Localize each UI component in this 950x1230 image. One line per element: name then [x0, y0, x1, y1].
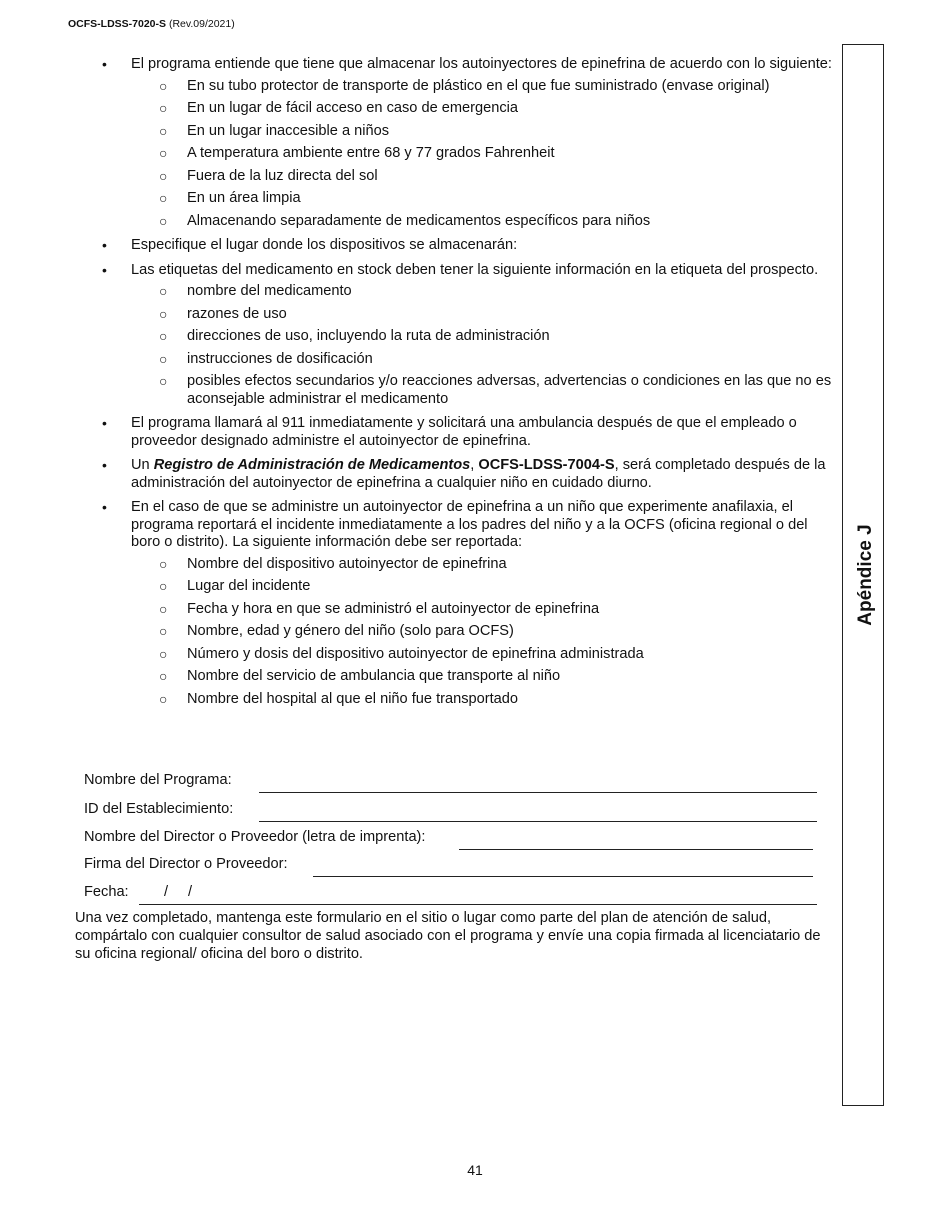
date-separator: /: [164, 884, 169, 900]
sub-item-text: En un área limpia: [187, 190, 301, 206]
main-content: [0, 56, 842, 715]
sub-item: [131, 601, 834, 619]
program-name-row: [84, 770, 824, 794]
director-signature-label: Firma del Director o Proveedor:: [84, 856, 288, 872]
bullet-list: [0, 56, 842, 708]
sub-item-text: Nombre del hospital al que el niño fue transportado: [187, 690, 519, 707]
sub-item-text: En un lugar inaccesible a niños: [187, 122, 390, 139]
sub-item: [131, 145, 834, 163]
instructions-paragraph: Una vez completado, mantenga este formulario en el sitio o lugar como parte del plan de atención de salud, compártalo con cualquier consultor de salud asociado con el programa y envíe una copia firmada al licenciatario de su oficina regional/ oficina del boro o distrito.: [75, 910, 821, 962]
circle-bullet-icon: ○: [159, 623, 168, 639]
bullet-suffix: , será completado después de la administración del autoinyector de epinefrina a cualquier niño en cuidado diurno.: [131, 457, 826, 491]
sub-list: [131, 556, 834, 709]
sub-item: [131, 168, 834, 186]
sub-item-text: Nombre del servicio de ambulancia que transporte al niño: [187, 668, 561, 684]
sub-item: [131, 123, 834, 141]
sub-item-text: Fuera de la luz directa del sol: [187, 167, 378, 184]
sub-item: [131, 351, 834, 369]
sub-item: [131, 556, 834, 574]
date-field[interactable]: [139, 904, 817, 905]
director-name-field[interactable]: [459, 849, 813, 850]
bullet-dot-icon: •: [102, 261, 107, 278]
bullet-dot-icon: •: [102, 415, 107, 431]
sub-item: [131, 373, 834, 408]
date-row: [84, 882, 824, 906]
date-separator: /: [188, 884, 193, 900]
sub-item-text: nombre del medicamento: [187, 283, 352, 299]
appendix-label: Apéndice J: [855, 524, 876, 626]
sub-item: [131, 100, 834, 118]
bullet-item-storage: [0, 56, 842, 230]
circle-bullet-icon: ○: [159, 77, 168, 94]
form-code: OCFS-LDSS-7020-S: [68, 18, 167, 30]
circle-bullet-icon: ○: [159, 122, 168, 139]
sub-item-text: razones de uso: [187, 305, 287, 322]
sub-item: [131, 283, 834, 301]
page-number: 41: [467, 1162, 483, 1178]
sub-list: [131, 283, 834, 408]
circle-bullet-icon: ○: [159, 167, 168, 184]
sub-item: [131, 78, 834, 96]
circle-bullet-icon: ○: [159, 328, 168, 344]
bullet-comma: ,: [470, 457, 479, 473]
circle-bullet-icon: ○: [159, 600, 168, 617]
bullet-prefix: Un: [131, 457, 154, 473]
sub-item-text: Nombre del dispositivo autoinyector de epinefrina: [187, 555, 507, 572]
program-name-field[interactable]: [259, 792, 817, 793]
bullet-dot-icon: •: [102, 457, 107, 473]
circle-bullet-icon: ○: [159, 212, 168, 229]
sub-list: [131, 78, 834, 231]
sub-item: [131, 623, 834, 641]
sub-item: [131, 328, 834, 346]
sub-item-text: Lugar del incidente: [187, 578, 311, 594]
sub-item: [131, 213, 834, 231]
sub-item: [131, 578, 834, 596]
circle-bullet-icon: ○: [159, 645, 168, 662]
registry-title: Registro de Administración de Medicamentos: [153, 457, 471, 473]
bullet-item-911: [0, 415, 842, 450]
bullet-dot-icon: •: [102, 237, 107, 253]
sub-item: [131, 306, 834, 324]
sub-item: [131, 190, 834, 208]
bullet-text: El programa entiende que tiene que almacenar los autoinyectores de epinefrina de acuerdo con lo siguiente:: [131, 56, 832, 72]
circle-bullet-icon: ○: [159, 668, 168, 684]
bullet-item-labels: [0, 262, 842, 409]
sub-item-text: Almacenando separadamente de medicamentos específicos para niños: [187, 212, 651, 229]
program-name-label: Nombre del Programa:: [84, 772, 232, 788]
facility-id-field[interactable]: [259, 821, 817, 822]
sub-item-text: Nombre, edad y género del niño (solo para OCFS): [187, 623, 514, 639]
sub-item-text: Número y dosis del dispositivo autoinyector de epinefrina administrada: [187, 645, 644, 662]
bullet-text: Especifique el lugar donde los dispositivos se almacenarán:: [131, 237, 518, 253]
sub-item-text: instrucciones de dosificación: [187, 350, 373, 367]
bullet-dot-icon: •: [102, 56, 107, 72]
bullet-text: El programa llamará al 911 inmediatamente y solicitará una ambulancia después de que el empleado o proveedor designado administre el autoinyector de epinefrina.: [131, 415, 797, 449]
sub-item: [131, 691, 834, 709]
circle-bullet-icon: ○: [159, 555, 168, 572]
circle-bullet-icon: ○: [159, 578, 168, 594]
circle-bullet-icon: ○: [159, 100, 168, 116]
sub-item: [131, 646, 834, 664]
form-identifier: [68, 18, 235, 30]
director-name-label: Nombre del Director o Proveedor (letra de imprenta):: [84, 829, 426, 845]
bullet-item-report: [0, 499, 842, 708]
sub-item-text: A temperatura ambiente entre 68 y 77 grados Fahrenheit: [187, 145, 555, 161]
date-label: Fecha:: [84, 884, 129, 900]
bullet-item-registry: [0, 457, 842, 492]
circle-bullet-icon: ○: [159, 145, 168, 161]
circle-bullet-icon: ○: [159, 283, 168, 299]
bullet-item-location: [0, 237, 842, 255]
bullet-text: Las etiquetas del medicamento en stock deben tener la siguiente información en la etiqueta del prospecto.: [131, 261, 819, 278]
registry-form-code: OCFS-LDSS-7004-S: [478, 457, 615, 473]
sub-item-text: En un lugar de fácil acceso en caso de emergencia: [187, 100, 518, 116]
circle-bullet-icon: ○: [159, 190, 168, 206]
facility-id-row: [84, 799, 824, 823]
director-signature-field[interactable]: [313, 876, 813, 877]
circle-bullet-icon: ○: [159, 373, 168, 389]
bullet-dot-icon: •: [102, 499, 107, 515]
sub-item: [131, 668, 834, 686]
director-name-row: [84, 827, 824, 851]
sub-item-text: Fecha y hora en que se administró el autoinyector de epinefrina: [187, 600, 600, 617]
facility-id-label: ID del Establecimiento:: [84, 801, 234, 817]
circle-bullet-icon: ○: [159, 350, 168, 367]
sub-item-text: direcciones de uso, incluyendo la ruta de administración: [187, 328, 550, 344]
circle-bullet-icon: ○: [159, 305, 168, 322]
form-revision: (Rev.09/2021): [168, 18, 235, 30]
sub-item-text: posibles efectos secundarios y/o reacciones adversas, advertencias o condiciones en las que no es aconsejable administrar el medicamento: [187, 373, 832, 407]
bullet-text: En el caso de que se administre un autoinyector de epinefrina a un niño que experimente anafilaxia, el programa reportará el incidente inmediatamente a los padres del niño y a la OCFS (oficina regional o del boro o distrito). La siguiente información debe ser reportada:: [131, 499, 808, 550]
director-signature-row: [84, 854, 824, 878]
sub-item-text: En su tubo protector de transporte de plástico en el que fue suministrado (envase original): [187, 77, 770, 94]
circle-bullet-icon: ○: [159, 690, 168, 707]
